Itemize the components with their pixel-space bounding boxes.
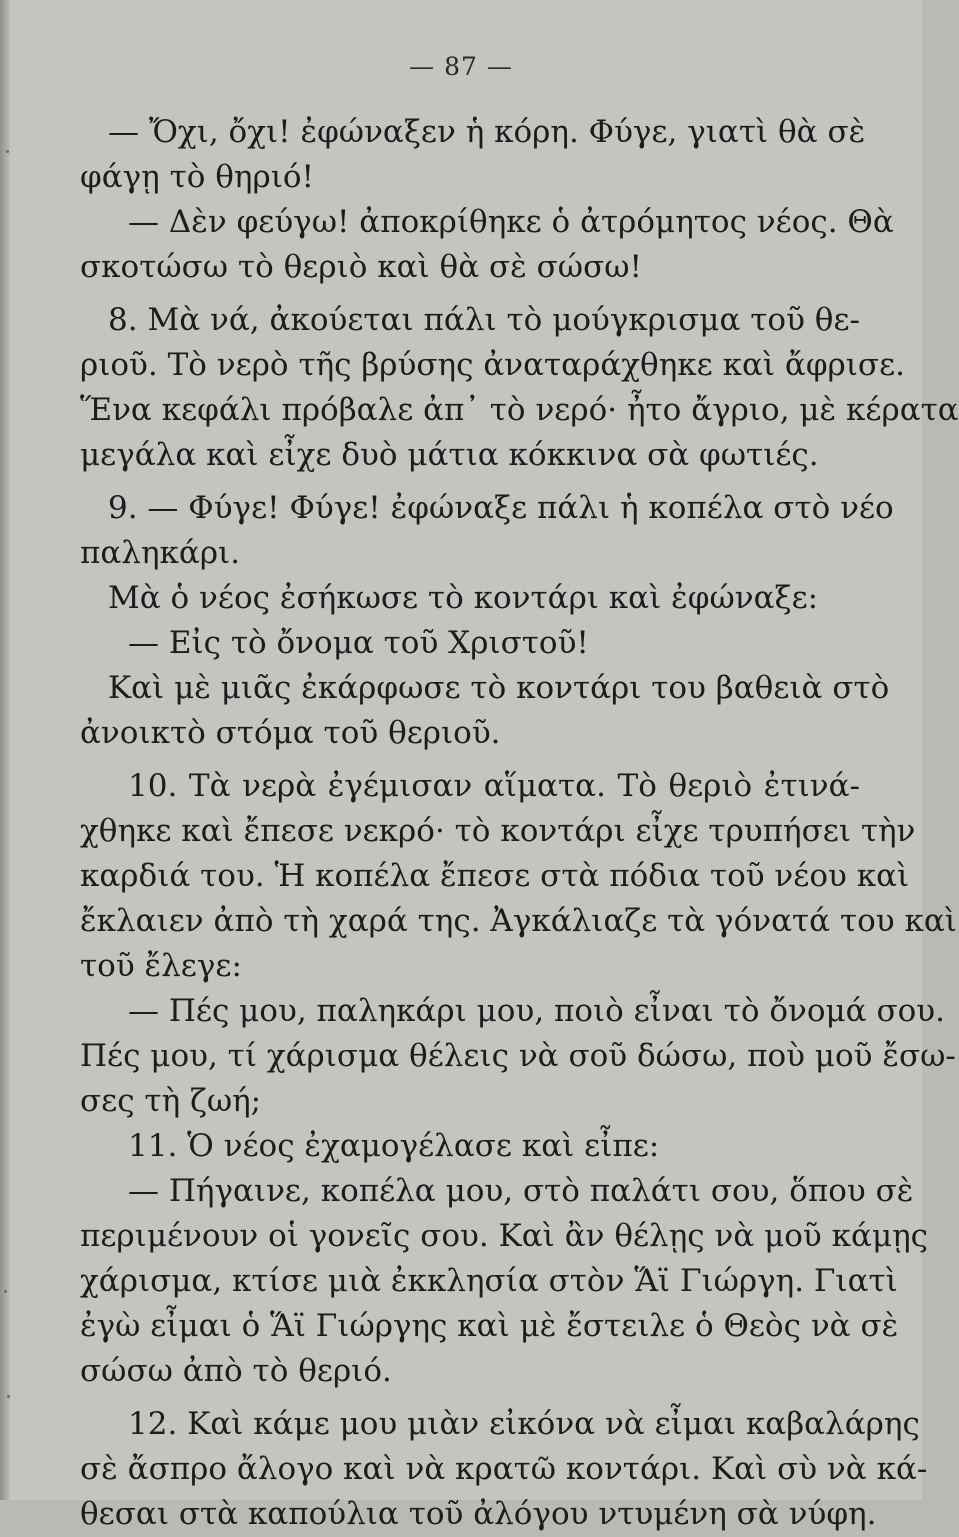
paper-speck (7, 1395, 10, 1398)
page-number: — 87 — (409, 52, 513, 81)
text-line: καρδιά του. Ἡ κοπέλα ἔπεσε στὰ πόδια τοῦ νέου καὶ (80, 858, 910, 894)
text-line: χθηκε καὶ ἔπεσε νεκρό· τὸ κοντάρι εἶχε τρυπήσει τὴν (80, 813, 916, 849)
text-line: ἔκλαιεν ἀπὸ τὴ χαρά της. Ἀγκάλιαζε τὰ γόνατά του καὶ (80, 903, 957, 939)
text-line: παληκάρι. (80, 535, 241, 571)
text-line: τοῦ ἔλεγε: (80, 948, 242, 984)
text-line: περιμένουν οἱ γονεῖς σου. Καὶ ἂν θέλῃς νὰ μοῦ κάμῃς (80, 1218, 929, 1254)
text-line: ἐγὼ εἶμαι ὁ Ἅϊ Γιώργης καὶ μὲ ἔστειλε ὁ Θεὸς νὰ σὲ (80, 1308, 899, 1344)
text-line: — Ὄχι, ὄχι! ἐφώναξεν ἡ κόρη. Φύγε, γιατὶ θὰ σὲ (108, 114, 866, 150)
text-line: χάρισμα, κτίσε μιὰ ἐκκλησία στὸν Ἅϊ Γιώργη. Γιατὶ (80, 1263, 898, 1299)
text-line: μεγάλα καὶ εἶχε δυὸ μάτια κόκκινα σὰ φωτιές. (80, 437, 819, 473)
text-line: — Εἰς τὸ ὄνομα τοῦ Χριστοῦ! (128, 625, 589, 661)
paper-speck (4, 1290, 7, 1293)
text-line: ριοῦ. Τὸ νερὸ τῆς βρύσης ἀναταράχθηκε καὶ ἄφρισε. (80, 347, 905, 383)
text-line: σες τὴ ζωή; (80, 1083, 262, 1119)
text-line: — Δὲν φεύγω! ἀποκρίθηκε ὁ ἀτρόμητος νέος. Θὰ (128, 204, 894, 240)
page-gutter (0, 0, 10, 1500)
text-line: σὲ ἄσπρο ἄλογο καὶ νὰ κρατῶ κοντάρι. Καὶ σὺ νὰ κά- (80, 1451, 928, 1487)
paper-speck (6, 150, 9, 153)
text-line: 12. Καὶ κάμε μου μιὰν εἰκόνα νὰ εἶμαι καβαλάρης (128, 1406, 920, 1442)
paragraph-gap (80, 290, 860, 298)
text-line: σώσω ἀπὸ τὸ θεριό. (80, 1353, 392, 1389)
text-line: 11. Ὁ νέος ἐχαμογέλασε καὶ εἶπε: (128, 1128, 660, 1164)
paragraph-gap (80, 478, 860, 486)
text-line: ἀνοικτὸ στόμα τοῦ θεριοῦ. (80, 715, 501, 751)
text-line: φάγῃ τὸ θηριό! (80, 159, 314, 195)
text-line: Καὶ μὲ μιᾶς ἐκάρφωσε τὸ κοντάρι του βαθειὰ στὸ (108, 670, 890, 706)
text-line: θεσαι στὰ καπούλια τοῦ ἀλόγου ντυμένη σὰ νύφη. (80, 1496, 877, 1532)
text-line: — Πές μου, παληκάρι μου, ποιὸ εἶναι τὸ ὄνομά σου. (128, 993, 945, 1029)
text-line: 9. — Φύγε! Φύγε! ἐφώναξε πάλι ἡ κοπέλα στὸ νέο (108, 490, 894, 526)
text-line: σκοτώσω τὸ θεριὸ καὶ θὰ σὲ σώσω! (80, 249, 642, 285)
text-line: 10. Τὰ νερὰ ἐγέμισαν αἵματα. Τὸ θεριὸ ἐτινά- (128, 768, 860, 804)
text-line: — Πήγαινε, κοπέλα μου, στὸ παλάτι σου, ὅπου σὲ (128, 1173, 914, 1209)
body-text (80, 110, 959, 1537)
text-line: 8. Μὰ νά, ἀκούεται πάλι τὸ μούγκρισμα τοῦ θε- (108, 302, 860, 338)
paragraph-gap (80, 756, 860, 764)
paragraph-gap (80, 1394, 860, 1402)
text-line: Ἕνα κεφάλι πρόβαλε ἀπ᾽ τὸ νερό· ἦτο ἄγριο, μὲ κέρατα (80, 392, 959, 428)
text-line: Μὰ ὁ νέος ἐσήκωσε τὸ κοντάρι καὶ ἐφώναξε: (108, 580, 819, 616)
text-line: Πές μου, τί χάρισμα θέλεις νὰ σοῦ δώσω, ποὺ μοῦ ἔσω- (80, 1038, 956, 1074)
